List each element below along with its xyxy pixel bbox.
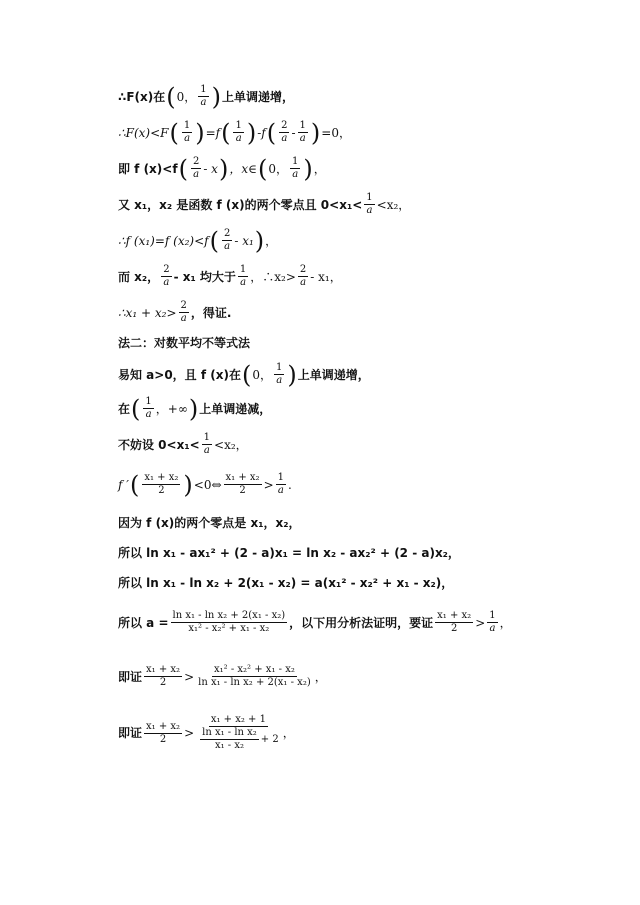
- fraction: $\frac{\text{x₁ + x₂}}{2}$: [146, 664, 181, 688]
- line-14: [118, 544, 460, 562]
- line-5: ∴f (x₁)=f (x₂)<f ( $\frac{2}{a}$ - x₁ ) ，: [118, 226, 278, 255]
- line-15: [118, 574, 453, 592]
- text: ，+∞: [155, 401, 188, 416]
- text: <x₂，: [214, 437, 248, 452]
- text: 又 x₁，x₂ 是函数 f (x)的两个零点且 0<x₁<: [118, 197, 363, 212]
- fraction: $\frac{2}{a}$: [163, 264, 170, 288]
- method-heading: 法二：对数平均不等式法: [118, 336, 251, 350]
- text: 0，: [268, 161, 288, 176]
- compound-fraction: x₁ + x₂ + 1 $\frac{\text{ln x₁ - ln x₂}}{\text{x₁ - x₂}}$ + 2: [202, 714, 279, 751]
- text: ∴F(x)<F: [118, 125, 169, 140]
- text: ∴f (x₁)=f (x₂)<f: [118, 233, 209, 248]
- text: 因为 f (x)的两个零点是 x₁，x₂，: [118, 516, 301, 530]
- text: 即证: [118, 669, 143, 684]
- fraction: $\frac{1}{a}$: [239, 264, 247, 288]
- text: 上单调递减，: [199, 401, 272, 416]
- text: - x₁: [234, 233, 254, 248]
- text: 即证: [118, 726, 143, 740]
- text: ，∴x₂>: [250, 269, 296, 284]
- line-16: [118, 610, 512, 635]
- right-paren: ): [211, 82, 222, 111]
- fraction: $\frac{1}{a}$: [292, 156, 299, 180]
- text: =f: [205, 125, 221, 140]
- text: <0⇔: [193, 477, 222, 492]
- line-12: f ′ ( $\frac{\text{x₁ + x₂}}{2}$ ) <0⇔ $\frac{\text{x₁ + x₂}}{2}$ > $\frac{1}{a}$ .: [118, 470, 292, 499]
- text: 所以 ln x₁ - ax₁² + (2 - a)x₁ = ln x₂ - ax₂² + (2 - a)x₂，: [118, 546, 460, 560]
- text: >: [475, 615, 486, 630]
- text: ，: [265, 233, 278, 248]
- fraction: $\frac{\text{ln x₁ - ln x₂ + 2(x₁ - x₂)}}{\text{x₁² - x₂² + x₁ - x₂}}$: [172, 610, 286, 634]
- fraction: $\frac{1}{a}$: [489, 610, 496, 634]
- fraction: $\frac{1}{a}$: [200, 84, 207, 108]
- fraction: $\frac{2}{a}$: [281, 120, 288, 144]
- fraction: $\frac{\text{x₁ + x₂}}{2}$: [437, 610, 472, 634]
- line-11: [118, 432, 248, 457]
- text: 而 x₂，: [118, 269, 160, 284]
- text: 易知 a>0，且 f (x)在: [118, 367, 241, 382]
- fraction: $\frac{1}{a}$: [145, 396, 152, 420]
- text: ，: [313, 161, 326, 176]
- text: ∴x₁ + x₂>: [118, 305, 177, 320]
- fraction: $\frac{1}{a}$: [275, 362, 283, 386]
- text: 在: [118, 401, 131, 416]
- text: 即 f (x)<f: [118, 161, 178, 176]
- fraction: $\frac{\text{x₁ + x₂}}{2}$: [225, 472, 260, 496]
- line-2: ∴F(x)<F ( $\frac{1}{a}$ ) =f ( $\frac{1}{a}$ ) -f ( $\frac{2}{a}$ - $\frac{1}{a}$ ) =0，: [118, 118, 351, 147]
- text: 上单调递增，: [222, 89, 295, 104]
- text: 不妨设 0<x₁<: [118, 437, 200, 452]
- text: >: [263, 477, 274, 492]
- line-1: [118, 84, 294, 109]
- fraction: $\frac{\text{x₁² - x₂² + x₁ - x₂}}{\text{ln x₁ - ln x₂ + 2(x₁ - x₂)}}$: [198, 664, 311, 688]
- fraction: $\frac{1}{a}$: [299, 120, 306, 144]
- text: =0，: [321, 125, 351, 140]
- line-18: [118, 714, 295, 752]
- text: ，得证.: [190, 305, 232, 320]
- inner-fraction: $\frac{\text{ln x₁ - ln x₂}}{\text{x₁ - x₂}}$: [202, 727, 257, 751]
- fraction: $\frac{1}{a}$: [203, 432, 211, 456]
- text: 0，: [176, 89, 197, 104]
- line-7: [118, 300, 231, 325]
- text: - x₁，: [310, 269, 342, 284]
- fraction: $\frac{2}{a}$: [299, 264, 307, 288]
- fraction: $\frac{2}{a}$: [180, 300, 187, 324]
- text: 0，: [252, 367, 272, 382]
- fraction: $\frac{2}{a}$: [192, 156, 200, 180]
- text: .: [288, 477, 292, 492]
- line-9: 易知 a>0，且 f (x)在 ( 0， $\frac{1}{a}$ ) 上单调递增，: [118, 360, 370, 389]
- text: <x₂，: [376, 197, 411, 212]
- line-10: 在 ( $\frac{1}{a}$ ，+∞ ) 上单调递减，: [118, 394, 272, 423]
- text: f ′: [118, 477, 129, 492]
- line-6: [118, 264, 342, 289]
- text: -f: [257, 125, 266, 140]
- line-13: [118, 514, 300, 532]
- text: >: [184, 726, 195, 740]
- fraction: $\frac{1}{a}$: [235, 120, 242, 144]
- text: ，: [282, 726, 295, 740]
- line-3: 即 f (x)<f ( $\frac{2}{a}$ - x ) ，x∈ ( 0， $\frac{1}{a}$ ) ，: [118, 154, 326, 183]
- left-paren: (: [166, 82, 176, 111]
- text: 所以 ln x₁ - ln x₂ + 2(x₁ - x₂) = a(x₁² - x₂² + x₁ - x₂)，: [118, 576, 454, 590]
- text: >: [184, 669, 195, 684]
- fraction: $\frac{1}{a}$: [366, 192, 373, 216]
- line-17: [118, 664, 327, 689]
- text: ，x∈: [229, 161, 257, 176]
- fraction: $\frac{1}{a}$: [183, 120, 191, 144]
- text: 所以 a =: [118, 615, 169, 630]
- text: -: [291, 125, 296, 140]
- fraction: $\frac{\text{x₁ + x₂}}{2}$: [146, 720, 181, 745]
- text: - x₁ 均大于: [173, 269, 236, 284]
- line-8: [118, 334, 250, 352]
- text: ，: [499, 615, 512, 630]
- fraction: $\frac{1}{a}$: [277, 472, 285, 496]
- text: - x: [203, 161, 218, 176]
- text: 上单调递增，: [297, 367, 370, 382]
- text: ，以下用分析法证明，要证: [289, 615, 434, 630]
- text: ∴F(x)在: [118, 89, 166, 104]
- fraction: $\frac{\text{x₁ + x₂}}{2}$: [144, 472, 179, 496]
- text: ，: [314, 669, 327, 684]
- line-4: [118, 192, 410, 217]
- fraction: $\frac{2}{a}$: [223, 228, 231, 252]
